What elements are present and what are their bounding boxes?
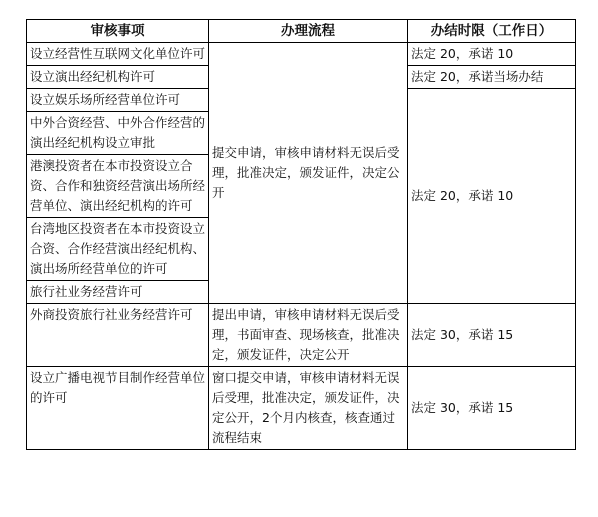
item-cell: 设立广播电视节目制作经营单位的许可 (27, 367, 209, 450)
table-row (27, 43, 576, 66)
item-cell: 外商投资旅行社业务经营许可 (27, 304, 209, 367)
table-row (27, 304, 576, 367)
table-row (27, 367, 576, 450)
table-header-row (27, 20, 576, 43)
item-cell: 设立娱乐场所经营单位许可 (27, 89, 209, 112)
item-cell: 中外合资经营、中外合作经营的演出经纪机构设立审批 (27, 112, 209, 155)
approval-items-table (26, 19, 576, 450)
header-deadline: 办结时限（工作日） (408, 20, 576, 43)
item-cell: 港澳投资者在本市投资设立合资、合作和独资经营演出场所经营单位、演出经纪机构的许可 (27, 155, 209, 218)
process-cell: 提交申请，审核申请材料无误后受理，批准决定，颁发证件，决定公开 (209, 43, 408, 304)
item-cell: 旅行社业务经营许可 (27, 281, 209, 304)
item-cell: 台湾地区投资者在本市投资设立合资、合作经营演出经纪机构、演出场所经营单位的许可 (27, 218, 209, 281)
deadline-cell: 法定 20，承诺 10 (408, 43, 576, 66)
deadline-cell: 法定 20，承诺当场办结 (408, 66, 576, 89)
deadline-cell: 法定 20，承诺 10 (408, 89, 576, 304)
deadline-cell: 法定 30，承诺 15 (408, 367, 576, 450)
process-cell: 窗口提交申请，审核申请材料无误后受理，批准决定，颁发证件，决定公开，2个月内核查，核查通过流程结束 (209, 367, 408, 450)
header-item: 审核事项 (27, 20, 209, 43)
deadline-cell: 法定 30，承诺 15 (408, 304, 576, 367)
item-cell: 设立演出经纪机构许可 (27, 66, 209, 89)
process-cell: 提出申请，审核申请材料无误后受理，书面审查、现场核查，批准决定，颁发证件，决定公开 (209, 304, 408, 367)
header-process: 办理流程 (209, 20, 408, 43)
item-cell: 设立经营性互联网文化单位许可 (27, 43, 209, 66)
